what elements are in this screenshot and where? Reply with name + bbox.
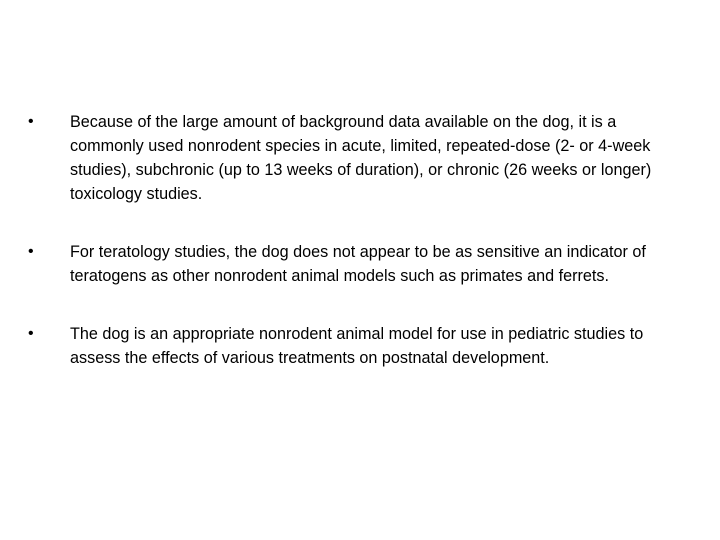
bullet-marker: • xyxy=(28,243,34,260)
bullet-text: Because of the large amount of background data available on the dog, it is a commonly used nonrodent species in acute, limited, repeated-dose (2- or 4-week studies), subchronic (up to 13 weeks of duration), or chronic (26 weeks or longer) toxicology studies. xyxy=(70,113,652,203)
bullet-marker: • xyxy=(28,325,34,342)
bullet-marker: • xyxy=(28,113,34,130)
bullet-text: The dog is an appropriate nonrodent animal model for use in pediatric studies to assess the effects of various treatments on postnatal development. xyxy=(70,325,644,367)
bullet-item-pediatric xyxy=(26,322,686,370)
bullet-item-teratology xyxy=(26,240,686,288)
bullet-text: For teratology studies, the dog does not appear to be as sensitive an indicator of teratogens as other nonrodent animal models such as primates and ferrets. xyxy=(70,243,646,285)
bullet-list xyxy=(26,110,686,404)
bullet-item-background-data xyxy=(26,110,686,206)
